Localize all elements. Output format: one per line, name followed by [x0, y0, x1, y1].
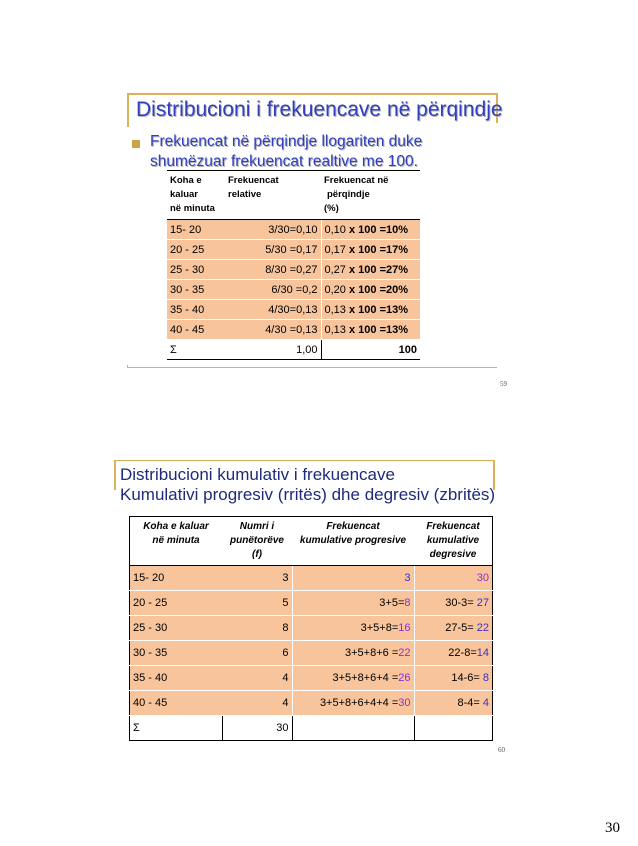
degressive-cell: 8-4= 4 — [414, 691, 493, 716]
interval-cell: 35 - 40 — [130, 666, 223, 691]
sum-relative-cell: 1,00 — [225, 340, 321, 360]
slide-title-cumulative — [120, 465, 495, 505]
header-degressive: Frekuencat kumulative degresive — [414, 517, 493, 566]
header-progressive: Frekuencat kumulative progresive — [292, 517, 414, 566]
percent-cell: 0,20 x 100 =20% — [321, 280, 420, 300]
interval-cell: 25 - 30 — [167, 260, 225, 280]
degressive-cell: 22-8=14 — [414, 641, 493, 666]
table-row — [167, 320, 420, 340]
degressive-cell: 14-6= 8 — [414, 666, 493, 691]
slide-page-number: 59 — [500, 380, 507, 388]
progressive-cell: 3+5+8+6+4+4 =30 — [292, 691, 414, 716]
table-row — [167, 280, 420, 300]
table-header-row — [130, 517, 493, 566]
interval-cell: 15- 20 — [130, 566, 223, 591]
sum-percent-cell: 100 — [321, 340, 420, 360]
interval-cell: 20 - 25 — [167, 240, 225, 260]
header-percent: Frekuencat në përqindje (%) — [321, 171, 420, 220]
header-time: Koha e kaluar në minuta — [167, 171, 225, 220]
degressive-cell: 27-5= 22 — [414, 616, 493, 641]
count-cell: 8 — [222, 616, 292, 641]
degressive-cell: 30 — [414, 566, 493, 591]
title-line-1: Distribucioni kumulativ i frekuencave — [120, 465, 395, 484]
percent-cell: 0,10 x 100 =10% — [321, 220, 420, 240]
sigma-icon: Σ — [167, 340, 225, 360]
degressive-cell: 30-3= 27 — [414, 591, 493, 616]
empty-cell — [292, 716, 414, 741]
relative-cell: 8/30 =0,27 — [225, 260, 321, 280]
cumulative-table — [129, 516, 493, 741]
percent-cell: 0,13 x 100 =13% — [321, 300, 420, 320]
bullet-line-2: shumëzuar frekuencat realtive me 100. — [150, 153, 418, 170]
interval-cell: 30 - 35 — [130, 641, 223, 666]
table-row — [167, 260, 420, 280]
title-line-2: Kumulativi progresiv (rritës) dhe degresiv (zbritës) — [120, 485, 496, 504]
count-cell: 5 — [222, 591, 292, 616]
sigma-icon: Σ — [130, 716, 223, 741]
percentage-table — [167, 170, 420, 360]
bullet-text — [150, 132, 422, 172]
empty-cell — [414, 716, 493, 741]
relative-cell: 3/30=0,10 — [225, 220, 321, 240]
relative-cell: 6/30 =0,2 — [225, 280, 321, 300]
header-count: Numri i punëtorëve (f) — [222, 517, 292, 566]
count-cell: 6 — [222, 641, 292, 666]
table-row — [167, 240, 420, 260]
title2-accent-side — [114, 460, 116, 490]
sum-row — [130, 716, 493, 741]
table-row — [130, 566, 493, 591]
bullet-icon — [132, 140, 140, 148]
slide-percentage-distribution — [0, 0, 638, 400]
percent-cell: 0,13 x 100 =13% — [321, 320, 420, 340]
table-row — [130, 591, 493, 616]
table-row — [130, 666, 493, 691]
bullet-line-1: Frekuencat në përqindje llogariten duke — [150, 133, 423, 150]
relative-cell: 4/30=0,13 — [225, 300, 321, 320]
header-time: Koha e kaluar në minuta — [130, 517, 223, 566]
interval-cell: 40 - 45 — [130, 691, 223, 716]
interval-cell: 35 - 40 — [167, 300, 225, 320]
document-page-number: 30 — [605, 820, 620, 836]
slide-bottom-line — [127, 367, 497, 368]
relative-cell: 5/30 =0,17 — [225, 240, 321, 260]
progressive-cell: 3+5+8+6 =22 — [292, 641, 414, 666]
table-row — [167, 300, 420, 320]
slide-page-number-2: 60 — [498, 746, 505, 754]
progressive-cell: 3+5+8=16 — [292, 616, 414, 641]
interval-cell: 25 - 30 — [130, 616, 223, 641]
progressive-cell: 3+5+8+6+4 =26 — [292, 666, 414, 691]
count-cell: 4 — [222, 666, 292, 691]
slide-title: Distribucioni i frekuencave në përqindje — [136, 98, 503, 121]
relative-cell: 4/30 =0,13 — [225, 320, 321, 340]
count-cell: 3 — [222, 566, 292, 591]
title-accent-top — [127, 93, 497, 95]
percent-cell: 0,17 x 100 =17% — [321, 240, 420, 260]
interval-cell: 30 - 35 — [167, 280, 225, 300]
progressive-cell: 3+5=8 — [292, 591, 414, 616]
interval-cell: 40 - 45 — [167, 320, 225, 340]
progressive-cell: 3 — [292, 566, 414, 591]
count-cell: 4 — [222, 691, 292, 716]
table-header-row — [167, 171, 420, 220]
title2-accent-top — [114, 460, 494, 461]
table-row — [130, 616, 493, 641]
interval-cell: 15- 20 — [167, 220, 225, 240]
percent-cell: 0,27 x 100 =27% — [321, 260, 420, 280]
sum-count-cell: 30 — [222, 716, 292, 741]
table-row — [130, 691, 493, 716]
title-accent-side — [127, 93, 129, 127]
header-relative: Frekuencat relative — [225, 171, 321, 220]
sum-row — [167, 340, 420, 360]
interval-cell: 20 - 25 — [130, 591, 223, 616]
table-row — [130, 641, 493, 666]
table-row — [167, 220, 420, 240]
